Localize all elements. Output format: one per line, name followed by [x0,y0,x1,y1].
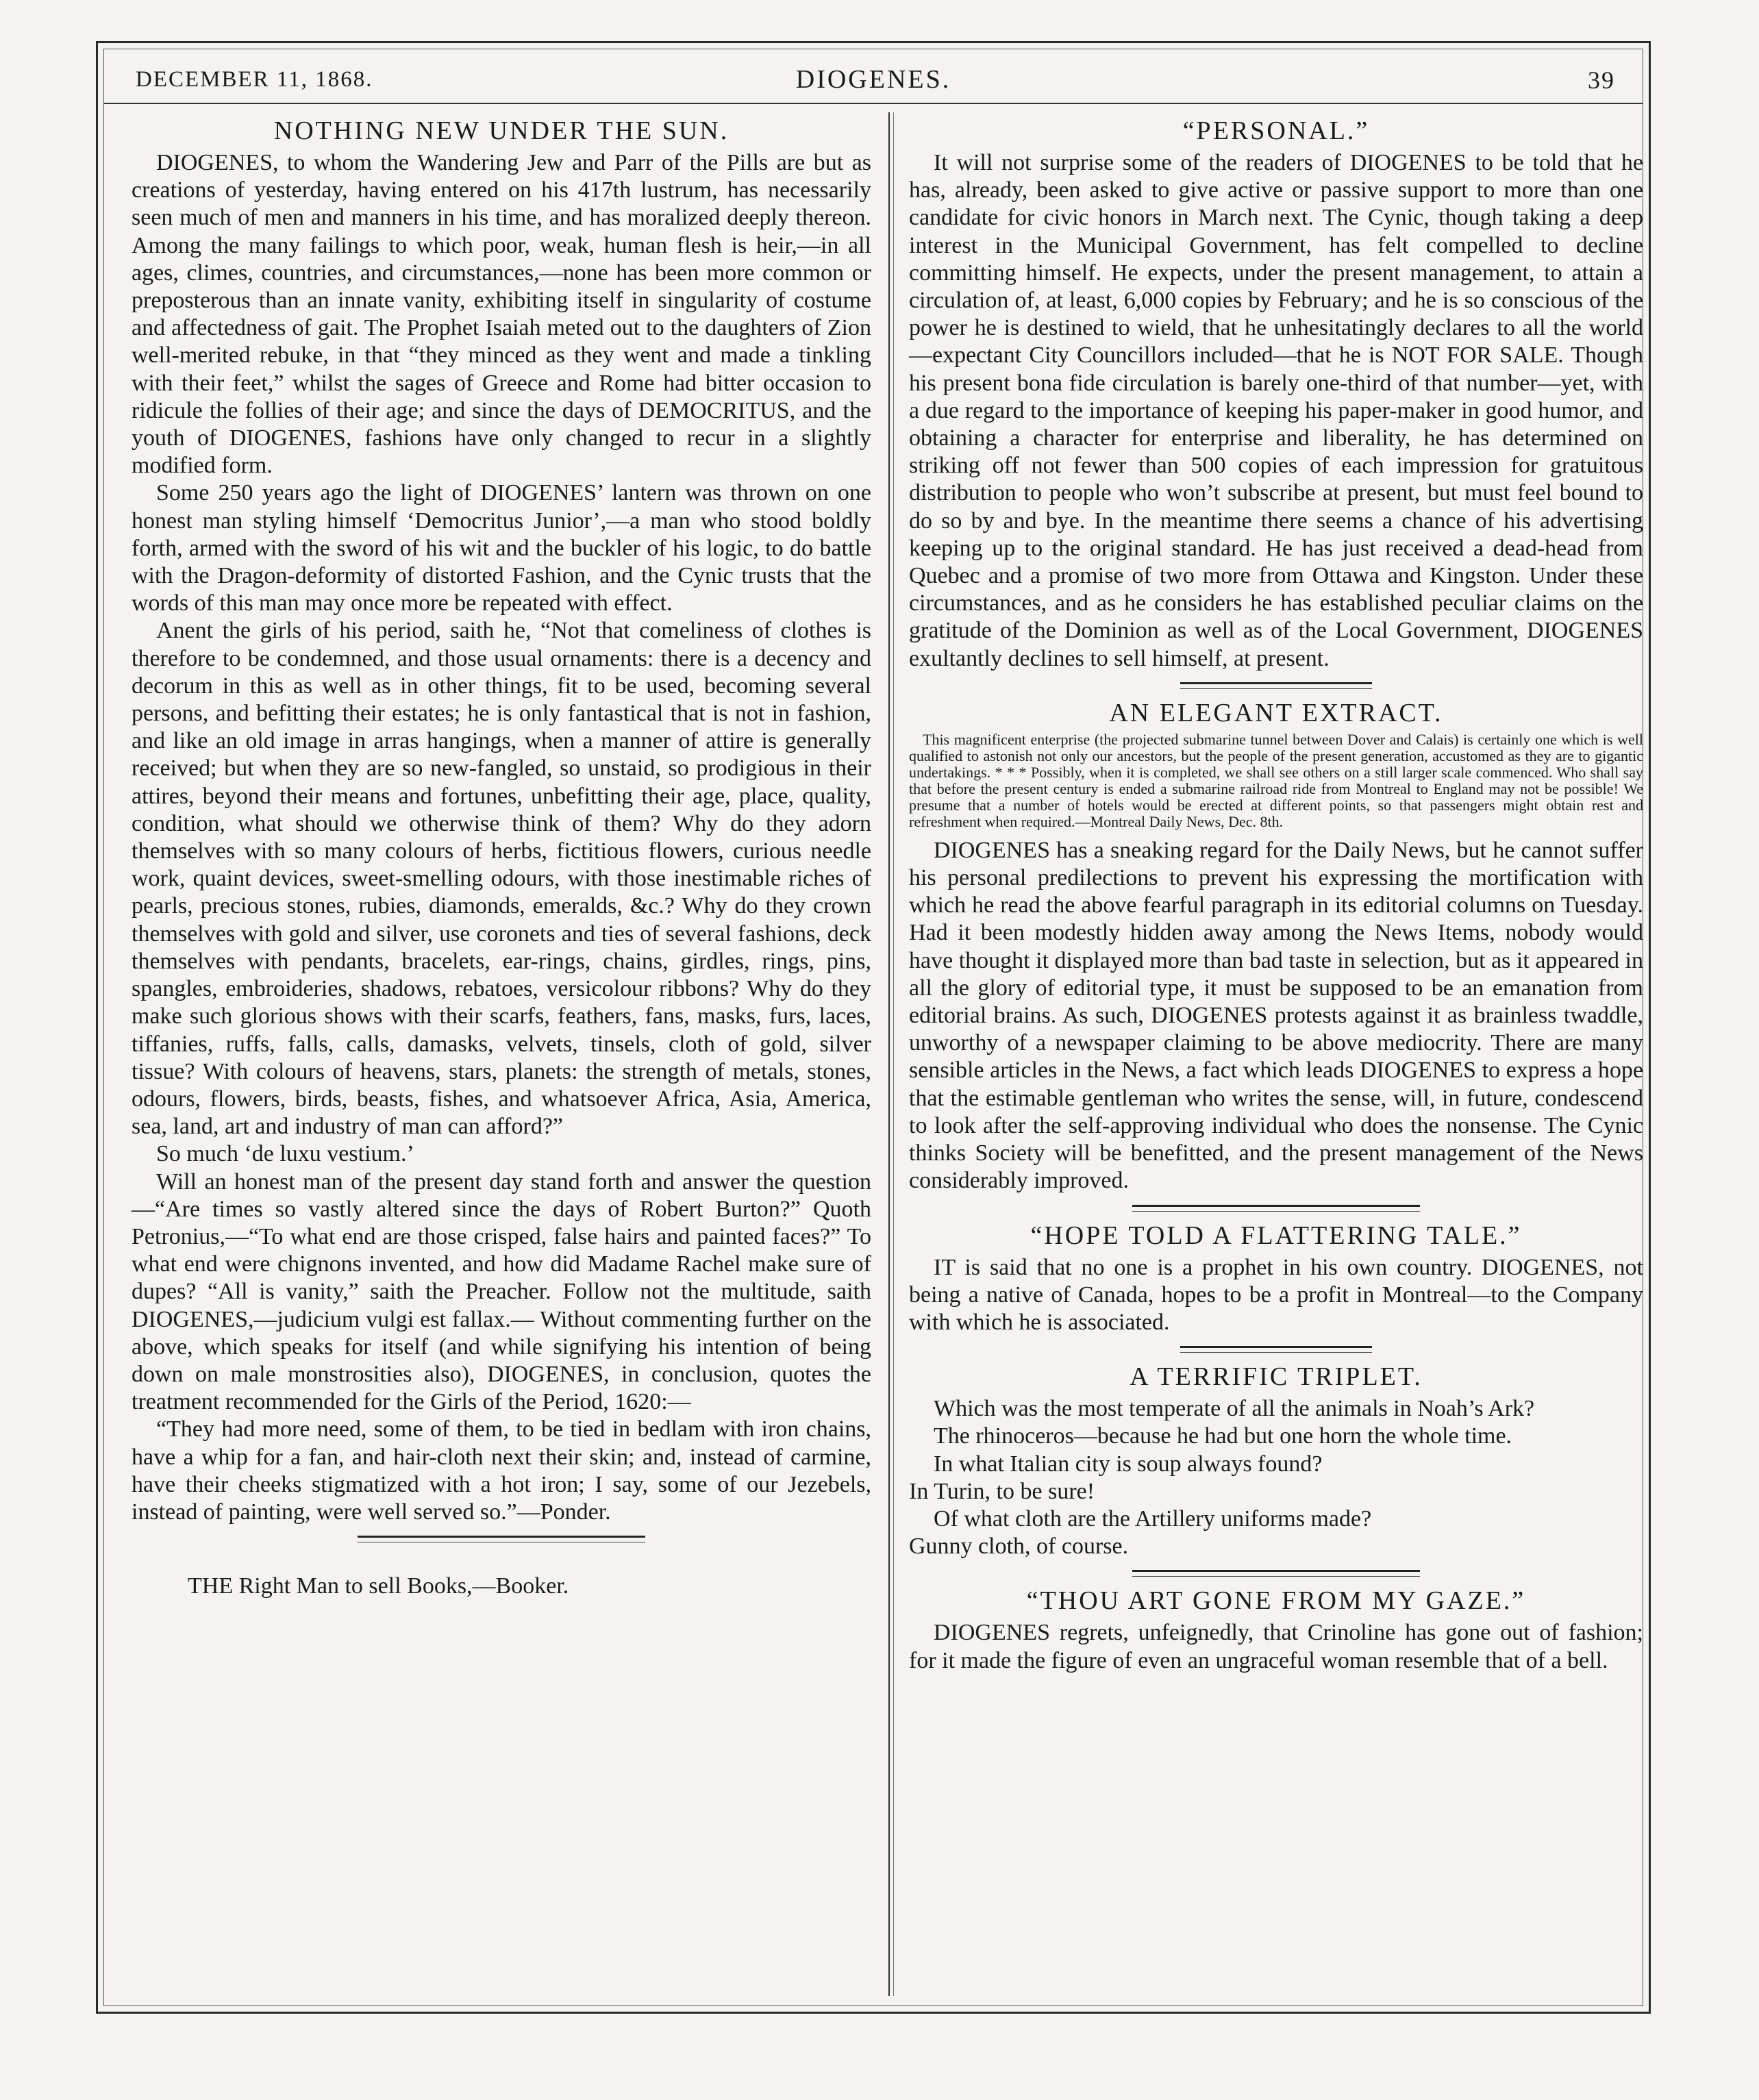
left-column [132,115,871,1989]
article-title-hope: “HOPE TOLD A FLATTERING TALE.” [1030,1221,1522,1250]
newspaper-extract [909,732,1643,830]
riddle-question: Of what cloth are the Artillery uniforms made? [934,1505,1372,1532]
article-paragraph: It will not surprise some of the readers of DIOGENES to be told that he has, already, been asked to give active or passive support to more than one candidate for civic honors in March next. The Cynic, though taking a deep interest in the Municipal Government, has felt compelled to decline committing himself. He expects, under the present management, to attain a circulation of, at least, 6,000 copies by February; and he is so conscious of the power he is destined to wield, that he unhesitatingly declares to all the world—expectant City Councillors included—that he is NOT FOR SALE. Though his present bona fide circulation is barely one-third of that number—yet, with a due regard to the importance of keeping his paper-maker in good humor, and obtaining a character for enterprise and liberality, he has determined on striking off not fewer than 500 copies of each impression for gratuitous distribution to people who won’t subscribe at present, but must feel bound to do so by and bye. In the meantime there seems a chance of his advertising keeping up to the original standard. He has just received a dead-head from Quebec and a promise of two more from Ottawa and Kingston. Under these circumstances, and as he considers he has established peculiar claims on the gratitude of the Dominion as well as of the Local Government, DIOGENES exultantly declines to sell himself, at present. [909,150,1643,671]
booker-quip: THE Right Man to sell Books,—Booker. [188,1573,569,1599]
page-frame [103,49,1643,2006]
masthead: DIOGENES. [795,65,951,94]
section-rule [1180,682,1372,689]
newspaper-page [96,41,1651,2014]
section-rule [1180,1346,1372,1353]
article-paragraph: So much ‘de luxu vestium.’ [156,1141,414,1167]
issue-date: DECEMBER 11, 1868. [136,67,373,92]
article-quote-paragraph: “They had more need, some of them, to be tied in bedlam with iron chains, have a whip for a fan, and hair-cloth next their skin; and, instead of carmine, have their cheeks stigmatized with a hot iron; I say, some of our Jezebels, instead of painting, were well served so.”—Ponder. [132,1416,871,1525]
article-paragraph: DIOGENES, to whom the Wandering Jew and Parr of the Pills are but as creations of yesterday, having entered on his 417th lustrum, has necessarily seen much of men and manners in his time, and has moralized deeply thereon. Among the many failings to which poor, weak, human flesh is heir,—in all ages, climes, countries, and circumstances,—none has been more common or preposterous than an innate vanity, exhibiting itself in singularity of costume and affectedness of gait. The Prophet Isaiah meted out to the daughters of Zion well-merited rebuke, in that “they minced as they went and made a tinkling with their feet,” whilst the sages of Greece and Rome had bitter occasion to ridicule the follies of their age; and since the days of DEMOCRITUS, and the youth of DIOGENES, fashions have only changed to recur in a slightly modified form. [132,150,871,479]
article-quote-paragraph: Anent the girls of his period, saith he, “Not that comeliness of clothes is therefore to be condemned, and those usual ornaments: there is a decency and decorum in this as well as in other things, fit to be used, becoming several persons, and befitting their estates; he is only fantastical that is not in fashion, and like an old image in arras hangings, when a manner of attire is generally received; but when they are so new-fangled, so unstaid, so prodigious in their attires, beyond their means and fortunes, unbefitting their age, place, quality, condition, what should we otherwise think of them? Why do they adorn themselves with so many colours of herbs, fictitious flowers, curious needle work, quaint devices, sweet-smelling odours, with those inestimable riches of pearls, precious stones, rubies, diamonds, emeralds, &c.? Why do they crown themselves with gold and silver, use coronets and ties of several fashions, deck themselves with pendants, bracelets, ear-rings, chains, girdles, rings, pins, spangles, embroideries, shadows, rebatoes, versicolour ribbons? Why do they make such glorious shows with their scarfs, feathers, fans, masks, furs, laces, tiffanies, ruffs, falls, calls, damasks, velvets, tinsels, cloth of gold, silver tissue? With colours of heavens, stars, planets: the strength of metals, stones, odours, flowers, birds, beasts, fishes, and whatsoever Africa, Asia, America, sea, land, art and industry of man can afford?” [132,618,871,1140]
riddle-answer: In Turin, to be sure! [909,1478,1095,1504]
riddle-answer: The rhinoceros—because he had but one horn the whole time. [934,1423,1512,1449]
article-title-nothing-new: NOTHING NEW UNDER THE SUN. [273,116,729,145]
article-paragraph: IT is said that no one is a prophet in his own country. DIOGENES, not being a native of Canada, hopes to be a profit in Montreal—to the Company with which he is associated. [909,1254,1643,1335]
column-divider-inner [893,112,894,1996]
section-rule [358,1536,645,1542]
riddle-question: In what Italian city is soup always found? [934,1451,1323,1477]
column-divider [888,112,890,1996]
article-title-triplet: A TERRIFIC TRIPLET. [1130,1362,1423,1392]
article-paragraph: Will an honest man of the present day stand forth and answer the question—“Are times so vastly altered since the days of Robert Burton?” Quoth Petronius,—“To what end are those crisped, false hairs and painted faces?” To what end were chignons invented, and how did Madame Rachel make sure of dupes? “All is vanity,” saith the Preacher. Follow not the multitude, saith DIOGENES,—judicium vulgi est fallax.— Without commenting further on the above, which speaks for itself (and while signifying his intention of being down on male monstrosities also), DIOGENES, in conclusion, quotes the treatment recommended for the Girls of the Period, 1620:— [132,1168,871,1415]
section-rule [1132,1205,1420,1212]
right-column [909,115,1643,1989]
article-title-elegant-extract: AN ELEGANT EXTRACT. [1109,698,1443,727]
article-title-personal: “PERSONAL.” [1182,116,1370,145]
article-paragraph: Some 250 years ago the light of DIOGENES’ lantern was thrown on one honest man styling himself ‘Democritus Junior’,—a man who stood boldly forth, armed with the sword of his wit and the buckler of his logic, to do battle with the Dragon-deformity of distorted Fashion, and the Cynic trusts that the words of this man may once more be repeated with effect. [132,480,871,616]
section-rule [1132,1570,1420,1577]
page-number: 39 [1588,66,1615,94]
riddle-answer: Gunny cloth, of course. [909,1534,1129,1560]
article-paragraph: DIOGENES regrets, unfeignedly, that Crinoline has gone out of fashion; for it made the figure of even an ungraceful woman resemble that of a bell. [909,1620,1643,1673]
page-header [104,49,1643,104]
article-paragraph: DIOGENES has a sneaking regard for the Daily News, but he cannot suffer his personal predilections to prevent his expressing the mortification with which he read the above fearful paragraph in its editorial columns on Tuesday. Had it been modestly hidden away among the News Items, nobody would have thought it displayed more than bad taste in selection, but as it appeared in all the glory of editorial type, it must be supposed to be an emanation from editorial brains. As such, DIOGENES protests against it as brainless twaddle, unworthy of a newspaper claiming to be above mediocrity. There are many sensible articles in the News, a fact which leads DIOGENES to express a hope that the estimable gentleman who writes the sense, will, in future, condescend to look after the self-approving individual who does the nonsense. The Cynic thinks Society will be benefitted, and the present management of the News considerably improved. [909,837,1643,1194]
article-title-gaze: “THOU ART GONE FROM MY GAZE.” [1026,1586,1526,1616]
extract-text: This magnificent enterprise (the projected submarine tunnel between Dover and Calais) is certainly one which is well qualified to astonish not only our ancestors, but the people of the present generation, accustomed as they are to gigantic undertakings. * * * Possibly, when it is completed, we shall see others on a still larger scale commenced. Who shall say that before the present century is ended a submarine railroad ride from Montreal to England may not be possible! We presume that a number of hotels would be erected at different points, so that passengers might obtain rest and refreshment when required.—Montreal Daily News, Dec. 8th. [909,730,1643,830]
riddle-question: Which was the most temperate of all the animals in Noah’s Ark? [934,1396,1535,1422]
